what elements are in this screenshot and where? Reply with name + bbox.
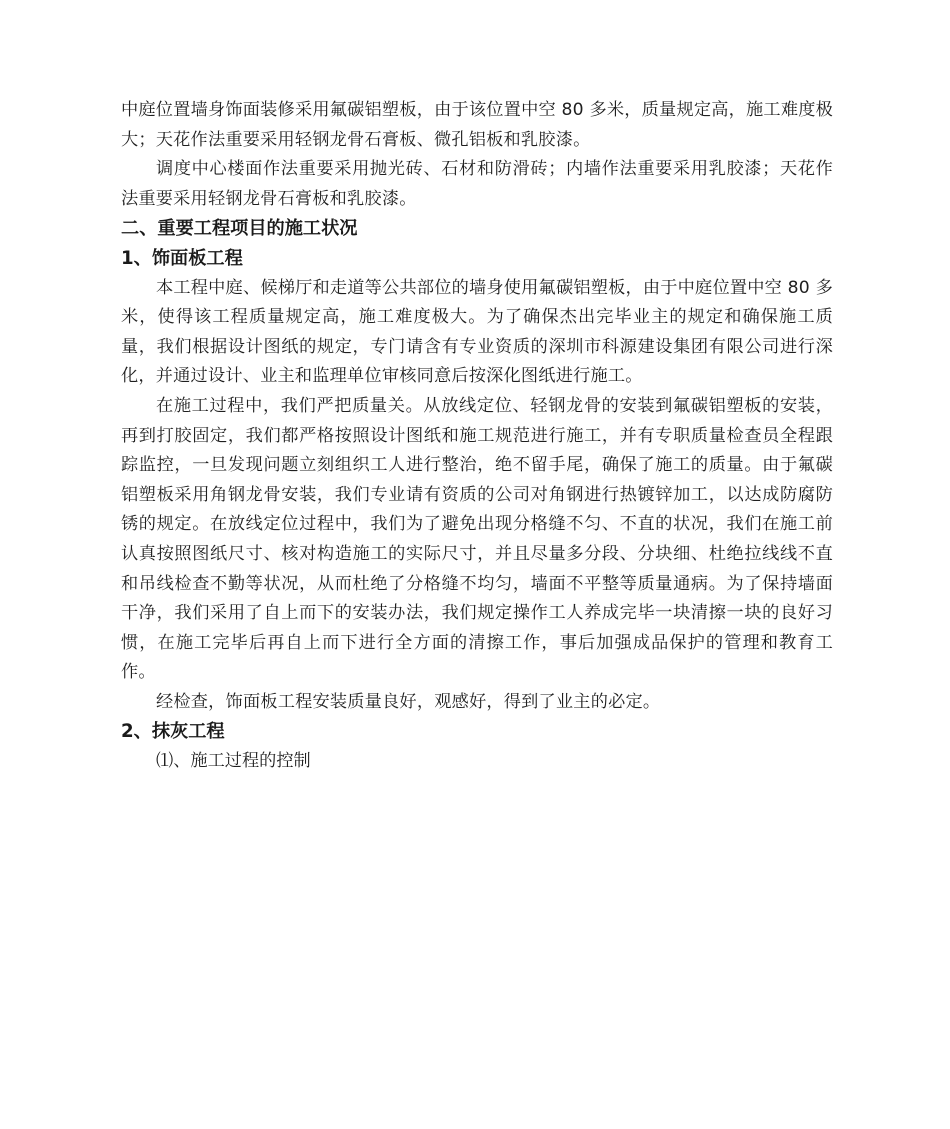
subsection-heading-facing-panels: 1、饰面板工程 [121, 247, 243, 269]
paragraph-atrium-wall: 中庭位置墙身饰面装修采用氟碳铝塑板，由于该位置中空 80 多米，质量规定高，施工难度极大；天花作法重要采用轻钢龙骨石膏板、微孔铝板和乳胶漆。 [121, 100, 833, 150]
document-page [121, 96, 833, 777]
paragraph-inspection-result: 经检查，饰面板工程安装质量良好，观感好，得到了业主的必定。 [156, 691, 661, 712]
paragraph-facing-panels-overview: 本工程中庭、候梯厅和走道等公共部位的墙身使用氟碳铝塑板，由于中庭位置中空 80 多米，使得该工程质量规定高，施工难度极大。为了确保杰出完毕业主的规定和确保施工质量，我们根据设计图纸的规定，专门请含有专业资质的深圳市科源建设集团有限公司进行深化，并通过设计、业主和监理单位审核同意后按深化图纸进行施工。 [121, 277, 833, 387]
paragraph-dispatch-center: 调度中心楼面作法重要采用抛光砖、石材和防滑砖；内墙作法重要采用乳胶漆；天花作法重要采用轻钢龙骨石膏板和乳胶漆。 [121, 159, 833, 209]
subsection-heading-plastering: 2、抹灰工程 [121, 721, 225, 743]
list-item-process-control: ⑴、施工过程的控制 [156, 751, 311, 772]
paragraph-construction-process: 在施工过程中，我们严把质量关。从放线定位、轻钢龙骨的安装到氟碳铝塑板的安装，再到打胶固定，我们都严格按照设计图纸和施工规范进行施工，并有专职质量检查员全程跟踪监控，一旦发现问题立刻组织工人进行整治，绝不留手尾，确保了施工的质量。由于氟碳铝塑板采用角钢龙骨安装，我们专业请有资质的公司对角钢进行热镀锌加工，以达成防腐防锈的规定。在放线定位过程中，我们为了避免出现分格缝不匀、不直的状况，我们在施工前认真按照图纸尺寸、核对构造施工的实际尺寸，并且尽量多分段、分块细、杜绝拉线线不直和吊线检查不勤等状况，从而杜绝了分格缝不均匀，墙面不平整等质量通病。为了保持墙面干净，我们采用了自上而下的安装办法，我们规定操作工人养成完毕一块清擦一块的良好习惯，在施工完毕后再自上而下进行全方面的清擦工作，事后加强成品保护的管理和教育工作。 [121, 395, 833, 683]
section-heading-construction-status: 二、重要工程项目的施工状况 [121, 218, 358, 240]
